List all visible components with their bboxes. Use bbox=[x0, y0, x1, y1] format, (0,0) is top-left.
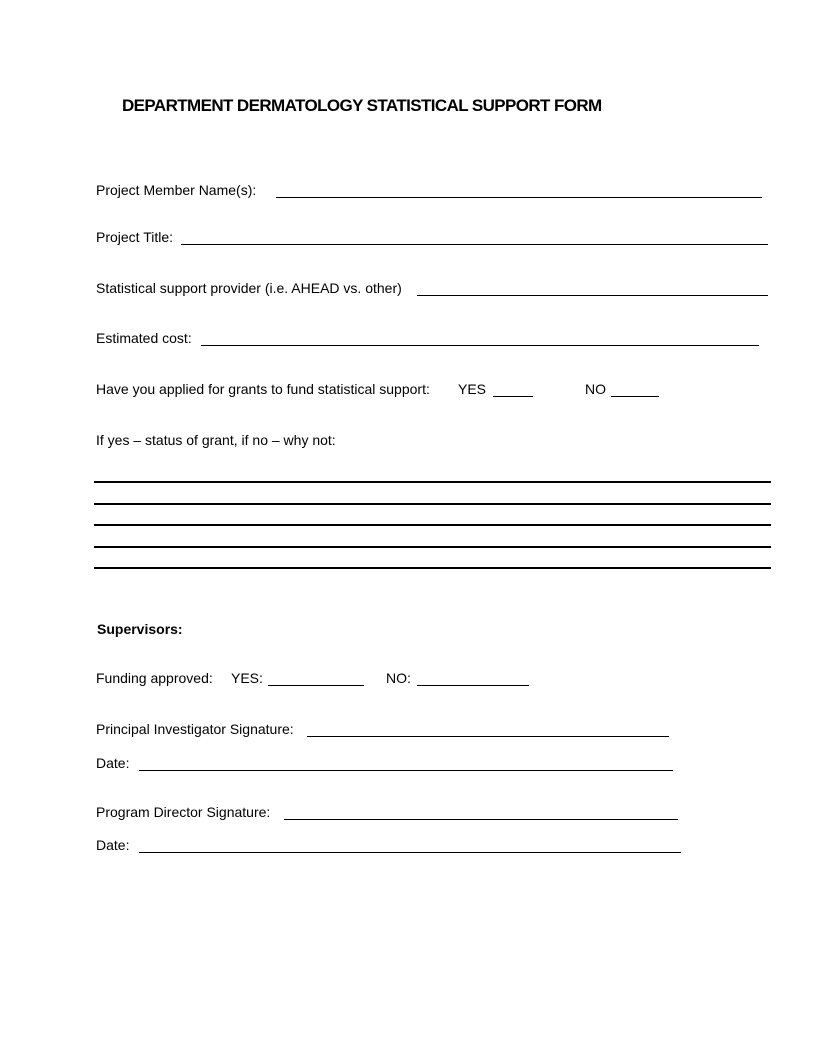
grants-question: Have you applied for grants to fund statistical support: bbox=[96, 381, 430, 397]
funding-approved-label: Funding approved: bbox=[96, 670, 213, 686]
grant-status-line-3[interactable] bbox=[94, 524, 771, 526]
grant-status-line-2[interactable] bbox=[94, 503, 771, 505]
funding-no-field[interactable] bbox=[417, 685, 529, 686]
program-director-label: Program Director Signature: bbox=[96, 804, 271, 820]
grants-no-label: NO bbox=[585, 381, 606, 397]
pd-date-field[interactable] bbox=[139, 852, 681, 853]
project-title-field[interactable] bbox=[181, 244, 768, 245]
grant-status-line-5[interactable] bbox=[94, 567, 771, 569]
supervisors-heading: Supervisors: bbox=[97, 621, 183, 637]
support-provider-field[interactable] bbox=[417, 295, 768, 296]
funding-no-label: NO: bbox=[386, 670, 411, 686]
grant-status-line-1[interactable] bbox=[94, 481, 771, 483]
pd-date-label: Date: bbox=[96, 837, 130, 853]
project-member-field[interactable] bbox=[276, 197, 762, 198]
estimated-cost-field[interactable] bbox=[201, 345, 759, 346]
funding-yes-field[interactable] bbox=[268, 685, 364, 686]
pi-signature-label: Principal Investigator Signature: bbox=[96, 721, 294, 737]
grant-status-line-4[interactable] bbox=[94, 546, 771, 548]
grant-status-label: If yes – status of grant, if no – why not: bbox=[96, 432, 336, 448]
pi-signature-field[interactable] bbox=[307, 736, 669, 737]
grants-no-field[interactable] bbox=[611, 396, 659, 397]
estimated-cost-label: Estimated cost: bbox=[96, 330, 192, 346]
project-title-label: Project Title: bbox=[96, 229, 174, 245]
project-member-label: Project Member Name(s): bbox=[96, 182, 257, 198]
support-provider-label: Statistical support provider (i.e. AHEAD vs. other) bbox=[96, 280, 402, 296]
grants-yes-label: YES bbox=[458, 381, 487, 397]
funding-yes-label: YES: bbox=[231, 670, 263, 686]
pi-date-field[interactable] bbox=[139, 770, 673, 771]
pi-date-label: Date: bbox=[96, 755, 130, 771]
form-title: DEPARTMENT DERMATOLOGY STATISTICAL SUPPORT FORM bbox=[122, 96, 602, 115]
grants-yes-field[interactable] bbox=[493, 396, 533, 397]
program-director-field[interactable] bbox=[284, 819, 678, 820]
